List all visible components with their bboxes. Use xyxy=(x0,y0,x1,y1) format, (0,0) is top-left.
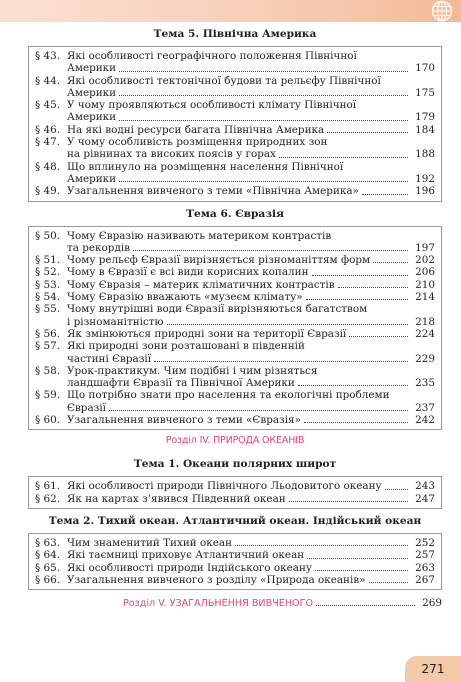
entry-page: 229 xyxy=(415,352,435,365)
entry-page: 184 xyxy=(415,123,435,136)
leader-dots xyxy=(373,262,408,263)
leader-dots xyxy=(315,570,408,571)
entry-page: 263 xyxy=(415,561,435,574)
entry-page: 242 xyxy=(415,414,435,427)
toc-entry[interactable] xyxy=(35,549,435,561)
section-number: § 48. xyxy=(35,160,61,173)
entry-title: Чому рельєф Євразії вирізняється різноманіттям форм xyxy=(67,254,371,267)
entry-line xyxy=(67,389,435,401)
entry-line xyxy=(67,279,435,291)
section-heading-oceans[interactable]: Розділ IV. ПРИРОДА ОКЕАНІВ xyxy=(165,435,305,447)
entry-title: Чому в Євразії є всі види корисних копалин xyxy=(67,266,309,279)
entry-line xyxy=(67,185,435,197)
leader-dots xyxy=(338,287,408,288)
entry-page: 192 xyxy=(415,172,435,185)
theme-heading: Тема 1. Океани полярних широт xyxy=(133,458,337,471)
header-band xyxy=(0,0,461,22)
toc-entry[interactable] xyxy=(35,279,435,291)
leader-dots xyxy=(119,181,408,182)
entry-title: Америки xyxy=(67,62,117,75)
section-number: § 51. xyxy=(35,254,61,267)
entry-page: 179 xyxy=(415,111,435,124)
entry-page: 206 xyxy=(415,266,435,279)
entry-page: 196 xyxy=(415,185,435,198)
entry-title: Що вплинуло на розміщення населення Північної xyxy=(67,160,344,173)
entry-title: На які водні ресурси багата Північна Америка xyxy=(67,123,325,136)
entry-line xyxy=(67,414,435,426)
entry-line xyxy=(67,266,435,278)
entry-page: 202 xyxy=(415,254,435,267)
entry-page: 170 xyxy=(415,62,435,75)
entry-body xyxy=(67,161,435,186)
section-number: § 50. xyxy=(35,229,61,242)
entry-page: 235 xyxy=(415,377,435,390)
leader-dots xyxy=(109,410,408,411)
entry-body xyxy=(67,414,435,426)
entry-page: 269 xyxy=(422,597,442,610)
entry-line xyxy=(67,254,435,266)
entry-body xyxy=(67,99,435,124)
entry-title: Америки xyxy=(67,86,117,99)
entry-line xyxy=(67,574,435,586)
toc-entry[interactable] xyxy=(35,136,435,161)
entry-title: Америки xyxy=(67,111,117,124)
entry-title: частині Євразії xyxy=(67,352,152,365)
entry-title: Узагальнення вивченого з теми «Євразія» xyxy=(67,414,301,427)
entry-body xyxy=(67,185,435,197)
entry-line xyxy=(67,365,435,377)
entry-line xyxy=(67,173,435,185)
entry-title: У чому особливість розміщення природних зон xyxy=(67,136,328,149)
section-number: § 53. xyxy=(35,278,61,291)
entry-line xyxy=(67,111,435,123)
entry-body xyxy=(67,254,435,266)
table-of-contents xyxy=(28,22,442,609)
section-number: § 59. xyxy=(35,389,61,402)
leader-dots xyxy=(119,71,408,72)
section-number: § 49. xyxy=(35,185,61,198)
entry-line xyxy=(67,230,435,242)
toc-entry[interactable] xyxy=(35,414,435,426)
entry-page: 218 xyxy=(415,315,435,328)
theme-heading: Тема 6. Євразія xyxy=(186,207,284,220)
leader-dots xyxy=(306,299,408,300)
leader-dots xyxy=(298,385,408,386)
entry-body xyxy=(67,124,435,136)
section-number: § 52. xyxy=(35,266,61,279)
section-number: § 62. xyxy=(35,492,61,505)
entry-line xyxy=(67,148,435,160)
entry-page: 210 xyxy=(415,278,435,291)
leader-dots xyxy=(369,582,408,583)
entry-title: Які особливості природи Індійського океану xyxy=(67,561,312,574)
entry-line xyxy=(67,303,435,315)
entry-body xyxy=(67,562,435,574)
entry-title: на рівнинах та високих поясів у горах xyxy=(67,148,276,161)
page-number: 271 xyxy=(405,656,461,682)
entry-title: та рекордів xyxy=(67,241,131,254)
entry-body xyxy=(67,365,435,390)
entry-body xyxy=(67,340,435,365)
entry-body xyxy=(67,537,435,549)
entry-page: 237 xyxy=(415,401,435,414)
entry-body xyxy=(67,549,435,561)
entry-line xyxy=(67,537,435,549)
entry-line xyxy=(67,99,435,111)
entry-page: 257 xyxy=(415,549,435,562)
leader-dots xyxy=(304,422,408,423)
leader-dots xyxy=(279,157,408,158)
entry-title: і різноманітністю xyxy=(67,315,164,328)
entry-line xyxy=(67,242,435,254)
toc-box xyxy=(28,476,442,509)
section-number: § 54. xyxy=(35,291,61,304)
entry-line xyxy=(67,161,435,173)
theme-heading: Тема 5. Північна Америка xyxy=(153,28,317,40)
leader-dots xyxy=(385,489,408,490)
entry-title: Що потрібно знати про населення та екологічні проблеми xyxy=(67,389,390,402)
entry-body xyxy=(67,230,435,255)
leader-dots xyxy=(119,120,408,121)
entry-line xyxy=(67,480,435,492)
entry-page: 252 xyxy=(415,536,435,549)
entry-line xyxy=(67,124,435,136)
section-number: § 43. xyxy=(35,50,61,62)
toc-entry[interactable] xyxy=(35,328,435,340)
entry-title: Які особливості природи Північного Льодовитого океану xyxy=(67,480,382,493)
toc-entry[interactable] xyxy=(35,124,435,136)
toc-entry[interactable] xyxy=(35,365,435,390)
section-number: § 47. xyxy=(35,136,61,149)
toc-entry[interactable] xyxy=(35,254,435,266)
section-number: § 56. xyxy=(35,327,61,340)
toc-entry[interactable] xyxy=(35,185,435,197)
leader-dots xyxy=(362,194,408,195)
entry-title: Чому Євразія – материк кліматичних контрастів xyxy=(67,278,335,291)
entry-line xyxy=(67,549,435,561)
entry-title: Євразії xyxy=(67,401,106,414)
toc-entry[interactable] xyxy=(35,161,435,186)
toc-entry[interactable] xyxy=(35,303,435,328)
entry-body xyxy=(67,328,435,340)
toc-entry[interactable] xyxy=(35,230,435,255)
entry-title: ландшафти Євразії та Північної Америки xyxy=(67,377,295,390)
section-number: § 55. xyxy=(35,303,61,316)
entry-title: Як на картах з’явився Південний океан xyxy=(67,492,286,505)
leader-dots xyxy=(327,132,408,133)
entry-line xyxy=(67,402,435,414)
entry-title: Урок-практикум. Чим подібні і чим різняться xyxy=(67,364,318,377)
leader-dots xyxy=(235,545,408,546)
theme-heading: Тема 2. Тихий океан. Атлантичний океан. Індійський океан xyxy=(48,514,422,527)
entry-page: 224 xyxy=(415,327,435,340)
section-number: § 58. xyxy=(35,364,61,377)
toc-entry[interactable] xyxy=(35,291,435,303)
toc-entry[interactable] xyxy=(35,574,435,586)
entry-page: 243 xyxy=(415,480,435,493)
entry-line xyxy=(67,136,435,148)
entry-body xyxy=(67,303,435,328)
section-heading-summary: Розділ V. УЗАГАЛЬНЕННЯ ВИВЧЕНОГО xyxy=(123,598,313,610)
entry-line xyxy=(67,75,435,87)
leader-dots xyxy=(349,336,408,337)
section-number: § 60. xyxy=(35,414,61,427)
entry-page: 214 xyxy=(415,291,435,304)
section-number: § 44. xyxy=(35,74,61,87)
entry-body xyxy=(67,50,435,75)
toc-entry[interactable] xyxy=(35,480,435,492)
section-number: § 61. xyxy=(35,480,61,493)
section-number: § 63. xyxy=(35,536,61,549)
entry-body xyxy=(67,136,435,161)
entry-page: 267 xyxy=(415,573,435,586)
leader-dots xyxy=(307,558,408,559)
entry-title: Які особливості географічного положення Північної xyxy=(67,50,357,62)
leader-dots xyxy=(167,324,408,325)
toc-entry[interactable] xyxy=(35,75,435,100)
globe-icon xyxy=(431,0,453,22)
entry-line xyxy=(67,340,435,352)
entry-line xyxy=(67,328,435,340)
leader-dots xyxy=(316,605,415,606)
toc-box xyxy=(28,226,442,431)
section-number: § 45. xyxy=(35,99,61,112)
section-number: § 65. xyxy=(35,561,61,574)
entry-title: Які особливості тектонічної будови та рельєфу Північної xyxy=(67,74,381,87)
entry-page: 175 xyxy=(415,86,435,99)
entry-title: Америки xyxy=(67,172,117,185)
entry-page: 247 xyxy=(415,492,435,505)
entry-body xyxy=(67,266,435,278)
section-number: § 66. xyxy=(35,573,61,586)
entry-body xyxy=(67,493,435,505)
leader-dots xyxy=(154,361,408,362)
entry-body xyxy=(67,480,435,492)
toc-box xyxy=(28,46,442,202)
toc-entry[interactable] xyxy=(35,50,435,75)
entry-title: У чому проявляються особливості клімату Північної xyxy=(67,99,357,112)
entry-line xyxy=(67,377,435,389)
entry-body xyxy=(67,389,435,414)
toc-box xyxy=(28,533,442,590)
toc-entry[interactable] xyxy=(35,99,435,124)
toc-entry[interactable] xyxy=(35,389,435,414)
entry-title: Які таємниці приховує Атлантичний океан xyxy=(67,549,305,562)
entry-title: Чому внутрішні води Євразії вирізняються багатством xyxy=(67,303,368,316)
entry-body xyxy=(67,279,435,291)
leader-dots xyxy=(119,95,408,96)
entry-line xyxy=(67,291,435,303)
section-number: § 64. xyxy=(35,549,61,562)
entry-title: Узагальнення вивченого з теми «Північна Америка» xyxy=(67,185,359,198)
toc-entry-section-5[interactable] xyxy=(28,597,442,609)
leader-dots xyxy=(312,275,408,276)
toc-entry[interactable] xyxy=(35,340,435,365)
entry-title: Узагальнення вивченого з розділу «Природа океанів» xyxy=(67,573,366,586)
toc-entry[interactable] xyxy=(35,537,435,549)
entry-line xyxy=(67,493,435,505)
toc-entry[interactable] xyxy=(35,562,435,574)
entry-body xyxy=(67,75,435,100)
entry-line xyxy=(67,353,435,365)
entry-body xyxy=(67,291,435,303)
entry-title: Які природні зони розташовані в південній xyxy=(67,340,305,353)
section-number: § 46. xyxy=(35,123,61,136)
toc-entry[interactable] xyxy=(35,493,435,505)
toc-entry[interactable] xyxy=(35,266,435,278)
entry-line xyxy=(67,562,435,574)
entry-title: Чому Євразію вважають «музеєм клімату» xyxy=(67,291,303,304)
leader-dots xyxy=(133,250,408,251)
section-number: § 57. xyxy=(35,340,61,353)
entry-page: 188 xyxy=(415,148,435,161)
entry-line xyxy=(67,50,435,62)
entry-title: Чому Євразію називають материком контрастів xyxy=(67,229,332,242)
entry-line xyxy=(67,87,435,99)
entry-line xyxy=(67,316,435,328)
entry-line xyxy=(67,62,435,74)
entry-title: Як змінюються природні зони на території Євразії xyxy=(67,327,347,340)
entry-title: Чим знаменитий Тихий океан xyxy=(67,536,233,549)
entry-page: 197 xyxy=(415,241,435,254)
entry-body xyxy=(67,574,435,586)
leader-dots xyxy=(289,501,408,502)
